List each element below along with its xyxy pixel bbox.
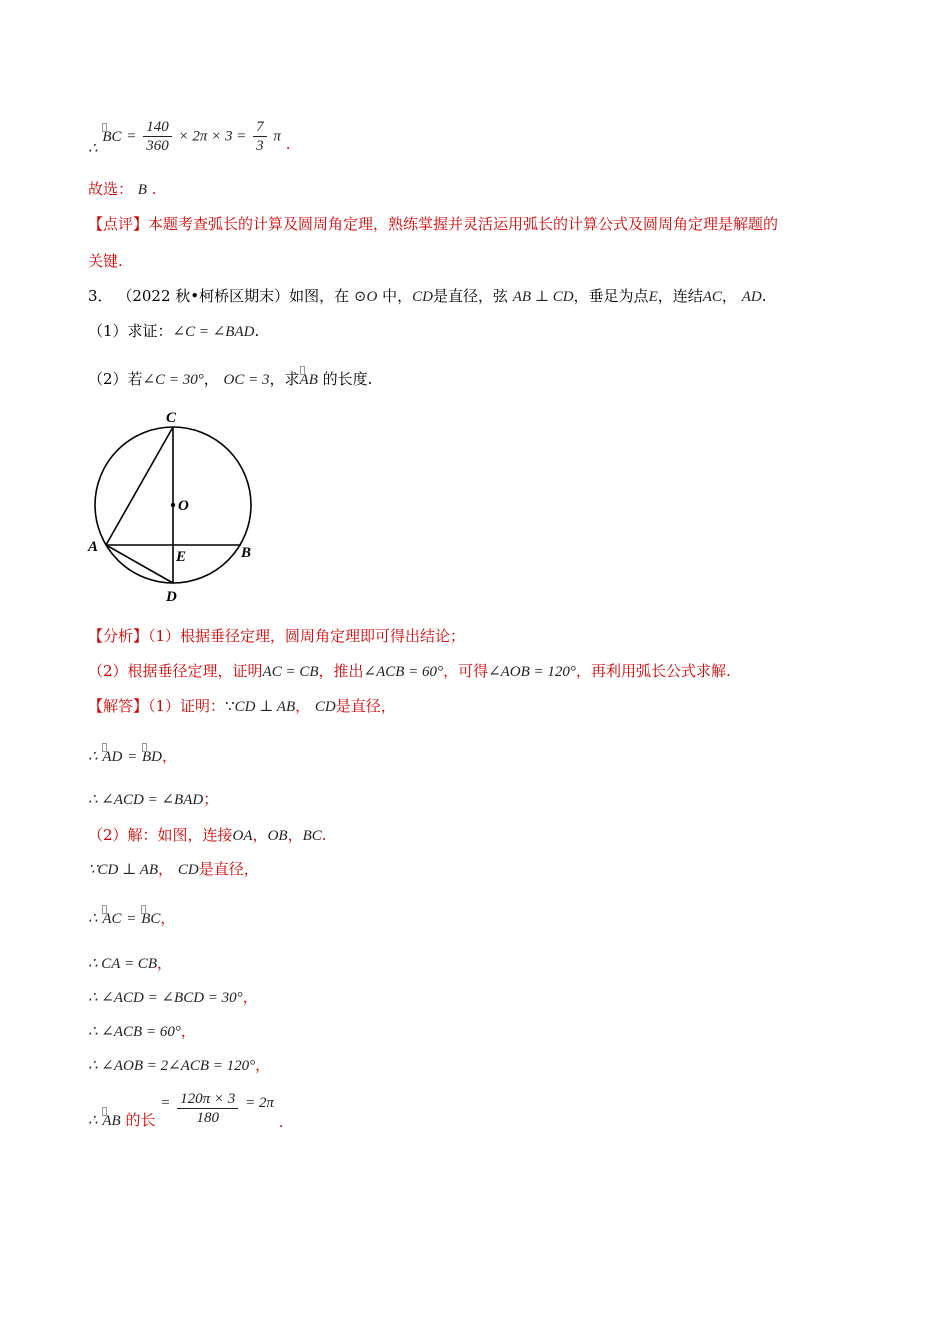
question-number: 3． (88, 287, 113, 305)
analysis-text: ，可得 (443, 662, 489, 680)
segment-ad-line (106, 545, 173, 583)
angle-acd-bcd: ∴ ∠ACD = ∠BCD = 30° (88, 990, 243, 1006)
segment-cd: CD (412, 289, 433, 305)
angle-aob: ∴ ∠AOB = 2∠ACB = 120° (88, 1058, 256, 1074)
circle-o: ⊙O (353, 289, 378, 305)
arc-ac: AC (102, 911, 122, 927)
line-end: ， (242, 988, 258, 1006)
line-end: . (285, 134, 291, 153)
label-d: D (166, 589, 177, 605)
fraction-numerator: 120π × 3 (177, 1090, 238, 1109)
therefore-symbol: ∴ (88, 911, 98, 927)
comma: ， (252, 826, 268, 844)
therefore-symbol: ∴ (88, 749, 98, 765)
cd-perp-ab: CD ⊥ AB (234, 699, 296, 715)
part2-ask: ，求 (269, 370, 300, 388)
segment-ac-line (106, 427, 173, 545)
label-a: A (88, 539, 99, 555)
therefore-symbol: ∴ (88, 140, 98, 157)
part1-expression: ∠C = ∠BAD (172, 324, 255, 340)
line-end: ； (203, 790, 219, 808)
stem-end: . (761, 287, 767, 305)
because-symbol: ∵ (225, 699, 235, 715)
label-b: B (241, 545, 252, 561)
line-end: ， (255, 1056, 271, 1074)
angle-acb: ∴ ∠ACB = 60° (88, 1024, 181, 1040)
comma: ， (721, 287, 737, 305)
arc-ab: AB (299, 372, 318, 388)
fraction-140-360 (143, 118, 172, 155)
stem-text: ，连结 (657, 287, 703, 305)
comma: ， (287, 826, 303, 844)
ab-perp-cd: AB ⊥ CD (512, 289, 574, 305)
fraction-7-3 (253, 118, 267, 155)
analysis-expr-acb: ∠ACB = 60° (363, 664, 444, 680)
question-3-part-2 (88, 368, 372, 389)
arc-length-result: = 2π (245, 1094, 274, 1111)
comma: ， (158, 860, 174, 878)
segment-ob: OB (267, 828, 288, 844)
analysis-tag: 【分析】 (88, 627, 149, 645)
solution-line-1 (88, 695, 396, 716)
comment-text: 本题考查弧长的计算及圆周角定理，熟练掌握并灵活运用弧长的计算公式及圆周角定理是解题的 (148, 215, 779, 233)
solution-line-8 (88, 986, 258, 1007)
analysis-line-2 (88, 660, 731, 681)
question-source: （2022 秋•柯桥区期末） (117, 287, 290, 305)
analysis-line-1 (88, 625, 465, 646)
fraction-denominator: 180 (196, 1110, 219, 1126)
fraction-numerator: 140 (143, 118, 172, 137)
line-end: ， (156, 954, 172, 972)
analysis-text: （2）根据垂径定理，证明 (88, 662, 263, 680)
comma: ， (295, 697, 311, 715)
solution-line-3 (88, 788, 218, 809)
segment-cd: CD (314, 699, 336, 715)
fraction-denominator: 360 (146, 138, 169, 154)
analysis-text: ，推出 (318, 662, 364, 680)
analysis-text: ，再利用弧长公式求解. (575, 662, 731, 680)
answer-choice (88, 178, 157, 199)
angle-equality: ∴ ∠ACD = ∠BAD (88, 792, 204, 808)
part2-condition-radius: OC = 3 (223, 372, 270, 388)
part2-comma: ， (203, 370, 219, 388)
therefore-symbol: ∴ (88, 1112, 98, 1129)
solution-line-9 (88, 1020, 196, 1041)
answer-end: . (151, 180, 157, 198)
equals: = (127, 749, 138, 765)
segment-ac: AC (702, 289, 722, 305)
cd-perp-ab: ∵CD ⊥ AB (88, 862, 159, 878)
solution-line-6 (88, 907, 175, 928)
label-o: O (178, 498, 189, 514)
solution-line-2 (88, 745, 177, 766)
solution-line-11 (88, 1090, 284, 1131)
answer-line-arc-bc (88, 118, 291, 155)
pi: π (273, 128, 281, 145)
segment-ad: AD (741, 289, 762, 305)
stem-text: 是直径，弦 (432, 287, 508, 305)
equals: = (160, 1094, 171, 1111)
arc-bc: BC (102, 128, 122, 145)
answer-label: 故选： (88, 180, 134, 198)
segment-oa: OA (232, 828, 253, 844)
question-3-stem (88, 285, 767, 306)
part2-label: （2）若 (88, 370, 143, 388)
point-e: E (648, 289, 658, 305)
ca-equals-cb: ∴ CA = CB (88, 956, 157, 972)
question-3-part-1 (88, 320, 259, 341)
comment-line-1 (88, 213, 778, 234)
solution-text: 是直径， (335, 697, 396, 715)
part1-end: . (254, 322, 260, 340)
line-end: ， (160, 909, 176, 927)
label-e: E (176, 549, 187, 565)
answer-value: B (137, 182, 147, 198)
comment-text-cont: 关键. (88, 252, 123, 270)
equals: = (126, 128, 137, 145)
arc-ad: AD (102, 749, 123, 765)
solution-part1-label: （1）证明： (148, 697, 226, 715)
multiplication: × 2π × 3 = (178, 128, 247, 145)
analysis-expr-aob: ∠AOB = 120° (488, 664, 576, 680)
comment-line-2 (88, 250, 123, 271)
center-point (171, 503, 175, 507)
solution-line-4 (88, 824, 327, 845)
stem-text: 中， (382, 287, 413, 305)
part2-condition-angle: ∠C = 30° (142, 372, 204, 388)
arc-bc: BC (141, 911, 161, 927)
arc-ab: AB (102, 1112, 121, 1129)
arc-length-label: 的长 (125, 1110, 156, 1129)
arc-length-fraction (177, 1090, 238, 1127)
solution-line-5 (88, 858, 259, 879)
segment-bc: BC (302, 828, 322, 844)
fraction-denominator: 3 (256, 138, 264, 154)
stem-text: ，垂足为点 (573, 287, 649, 305)
comment-tag: 【点评】 (88, 215, 149, 233)
analysis-expr-ac-cb: AC = CB (262, 664, 319, 680)
line-end: . (278, 1112, 284, 1131)
part1-label: （1）求证： (88, 322, 173, 340)
line-end: . (321, 826, 327, 844)
line-end: ， (162, 747, 178, 765)
circle-figure (84, 405, 274, 610)
solution-part2-label: （2）解：如图，连接 (88, 826, 233, 844)
stem-text: 如图，在 (289, 287, 350, 305)
label-c: C (166, 410, 177, 426)
part2-tail: 的长度. (322, 370, 373, 388)
line-end: ， (180, 1022, 196, 1040)
equals: = (126, 911, 137, 927)
analysis-text: （1）根据垂径定理，圆周角定理即可得出结论； (148, 627, 466, 645)
solution-line-10 (88, 1054, 270, 1075)
fraction-numerator: 7 (253, 118, 267, 137)
segment-cd: CD (177, 862, 199, 878)
arc-bd: BD (142, 749, 163, 765)
solution-line-7 (88, 952, 172, 973)
solution-tag: 【解答】 (88, 697, 149, 715)
solution-text: 是直径， (198, 860, 259, 878)
